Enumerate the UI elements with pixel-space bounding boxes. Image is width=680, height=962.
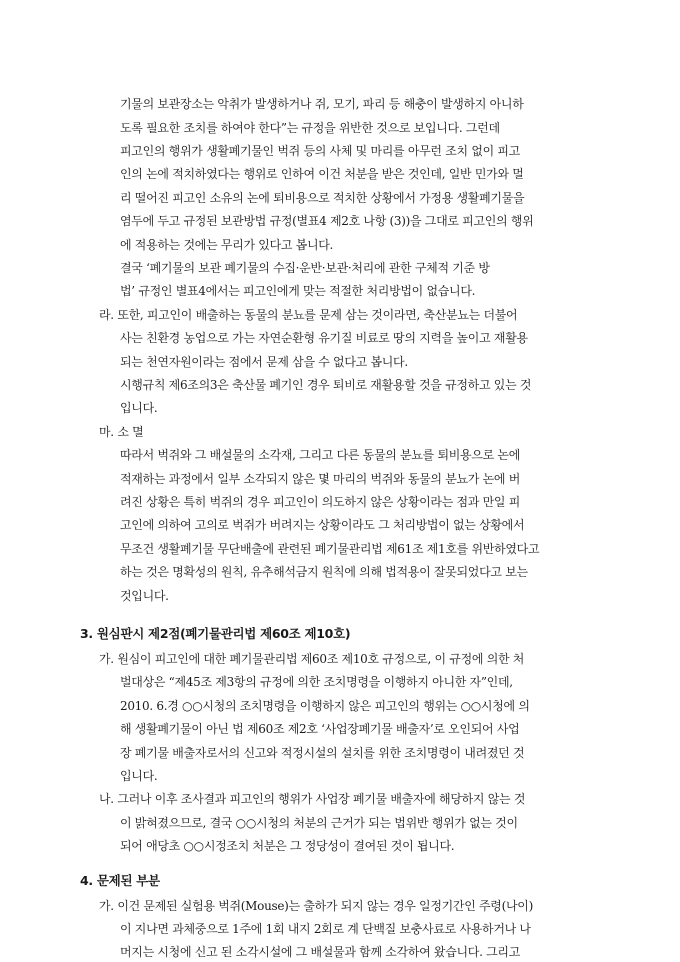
text-line: 려진 상황은 특히 벅쥐의 경우 피고인이 의도하지 않은 상황이라는 점과 만일 피 [120,495,521,509]
text-line: 2010. 6.경 ○○시청의 조치명령을 이행하지 않은 피고인의 행위는 ○○시청에 의 [120,699,530,713]
text-line: 장 폐기물 배출자로서의 신고와 적정시설의 설치를 위한 조치명령이 내려졌던 것 [120,746,525,760]
text-line: 적재하는 과정에서 일부 소각되지 않은 몇 마리의 벅쥐와 동물의 분뇨가 논에 버 [120,472,521,486]
text-line: 입니다. [120,401,158,415]
text-line: 것입니다. [120,589,169,603]
text-line: 벌대상은 “제45조 제3항의 규정에 의한 조치명령을 이행하지 아니한 자”인데, [120,675,513,689]
text-line: 머지는 시청에 신고 된 소각시설에 그 배설물과 함께 소각하여 왔습니다. 그리고 [120,945,521,959]
text-line: 되어 애당초 ○○시정조치 처분은 그 정당성이 결여된 것이 됩니다. [120,839,455,853]
text-line: 도록 필요한 조치를 하여야 한다”는 규정을 위반한 것으로 보입니다. 그런데 [120,121,500,135]
item-ga-line: 가. 이건 문제된 실험용 벅쥐(Mouse)는 출하가 되지 않는 경우 일정기간인 주령(나이) [99,899,533,913]
text-line: 리 떨어진 피고인 소유의 논에 퇴비용으로 적치한 상황에서 가정용 생활폐기물을 [120,191,525,205]
text-line: 따라서 벅쥐와 그 배설물의 소각재, 그리고 다른 동물의 분뇨를 퇴비용으로 논에 [120,448,521,462]
text-line: 결국 ‘폐기물의 보관 폐기물의 수집·운반·보관·처리에 관한 구체적 기준 방 [120,261,490,275]
text-line: 기물의 보관장소는 악취가 발생하거나 쥐, 모기, 파리 등 해충이 발생하지 아니하 [120,97,524,111]
item-na-line: 나. 그러나 이후 조사결과 피고인의 행위가 사업장 폐기물 배출자에 해당하지 않는 것 [99,792,526,806]
text-line: 무조건 생활폐기물 무단배출에 관련된 폐기물관리법 제61조 제1호를 위반하였다고 [120,542,540,556]
text-line: 하는 것은 명확성의 원칙, 유추해석금지 원칙에 의해 법적용이 잘못되었다고 보는 [120,565,528,579]
text-line: 사는 친환경 농업으로 가는 자연순환형 유기질 비료로 땅의 지력을 높이고 재활용 [120,331,528,345]
text-line: 이 지나면 과체중으로 1주에 1회 내지 2회로 계 단백질 보충사료로 사용하거나 나 [120,922,531,936]
item-ga-line: 가. 원심이 피고인에 대한 폐기물관리법 제60조 제10호 규정으로, 이 규정에 의한 처 [99,652,525,666]
section-3-heading: 3. 원심판시 제2점(폐기물관리법 제60조 제10호) [80,626,351,641]
text-line: 인의 논에 적치하였다는 행위로 인하여 이건 처분을 받은 것인데, 일반 민가와 멀 [120,167,524,181]
text-line: 시행규칙 제6조의3은 축산물 폐기인 경우 퇴비로 재활용할 것을 규정하고 있는 것 [120,378,532,392]
text-line: 되는 천연자원이라는 점에서 문제 삼을 수 없다고 봅니다. [120,355,408,369]
item-ma-heading: 마. 소 멸 [99,425,144,439]
text-line: 법’ 규정인 별표4에서는 피고인에게 맞는 적절한 처리방법이 없습니다. [120,284,476,298]
text-line: 고인에 의하여 고의로 벅쥐가 버려지는 상황이라도 그 처리방법이 없는 상황에서 [120,518,525,532]
text-line: 염두에 두고 규정된 보관방법 규정(별표4 제2호 나항 (3))을 그대로 피고인의 행위 [120,214,534,228]
text-line: 피고인의 행위가 생활폐기물인 벅쥐 등의 사체 및 마리를 아무런 조치 없이 피고 [120,144,521,158]
item-ra-line: 라. 또한, 피고인이 배출하는 동물의 분뇨를 문제 삼는 것이라면, 축산분뇨는 더불어 [99,308,518,322]
text-line: 이 밝혀졌으므로, 결국 ○○시청의 처분의 근거가 되는 법위반 행위가 없는 것이 [120,816,518,830]
text-line: 입니다. [120,769,158,783]
section-4-heading: 4. 문제된 부분 [80,873,160,888]
text-line: 해 생활폐기물이 아닌 법 제60조 제2호 ‘사업장폐기물 배출자’로 오인되어 사업 [120,722,520,736]
text-line: 에 적용하는 것에는 무리가 있다고 봅니다. [120,238,334,252]
